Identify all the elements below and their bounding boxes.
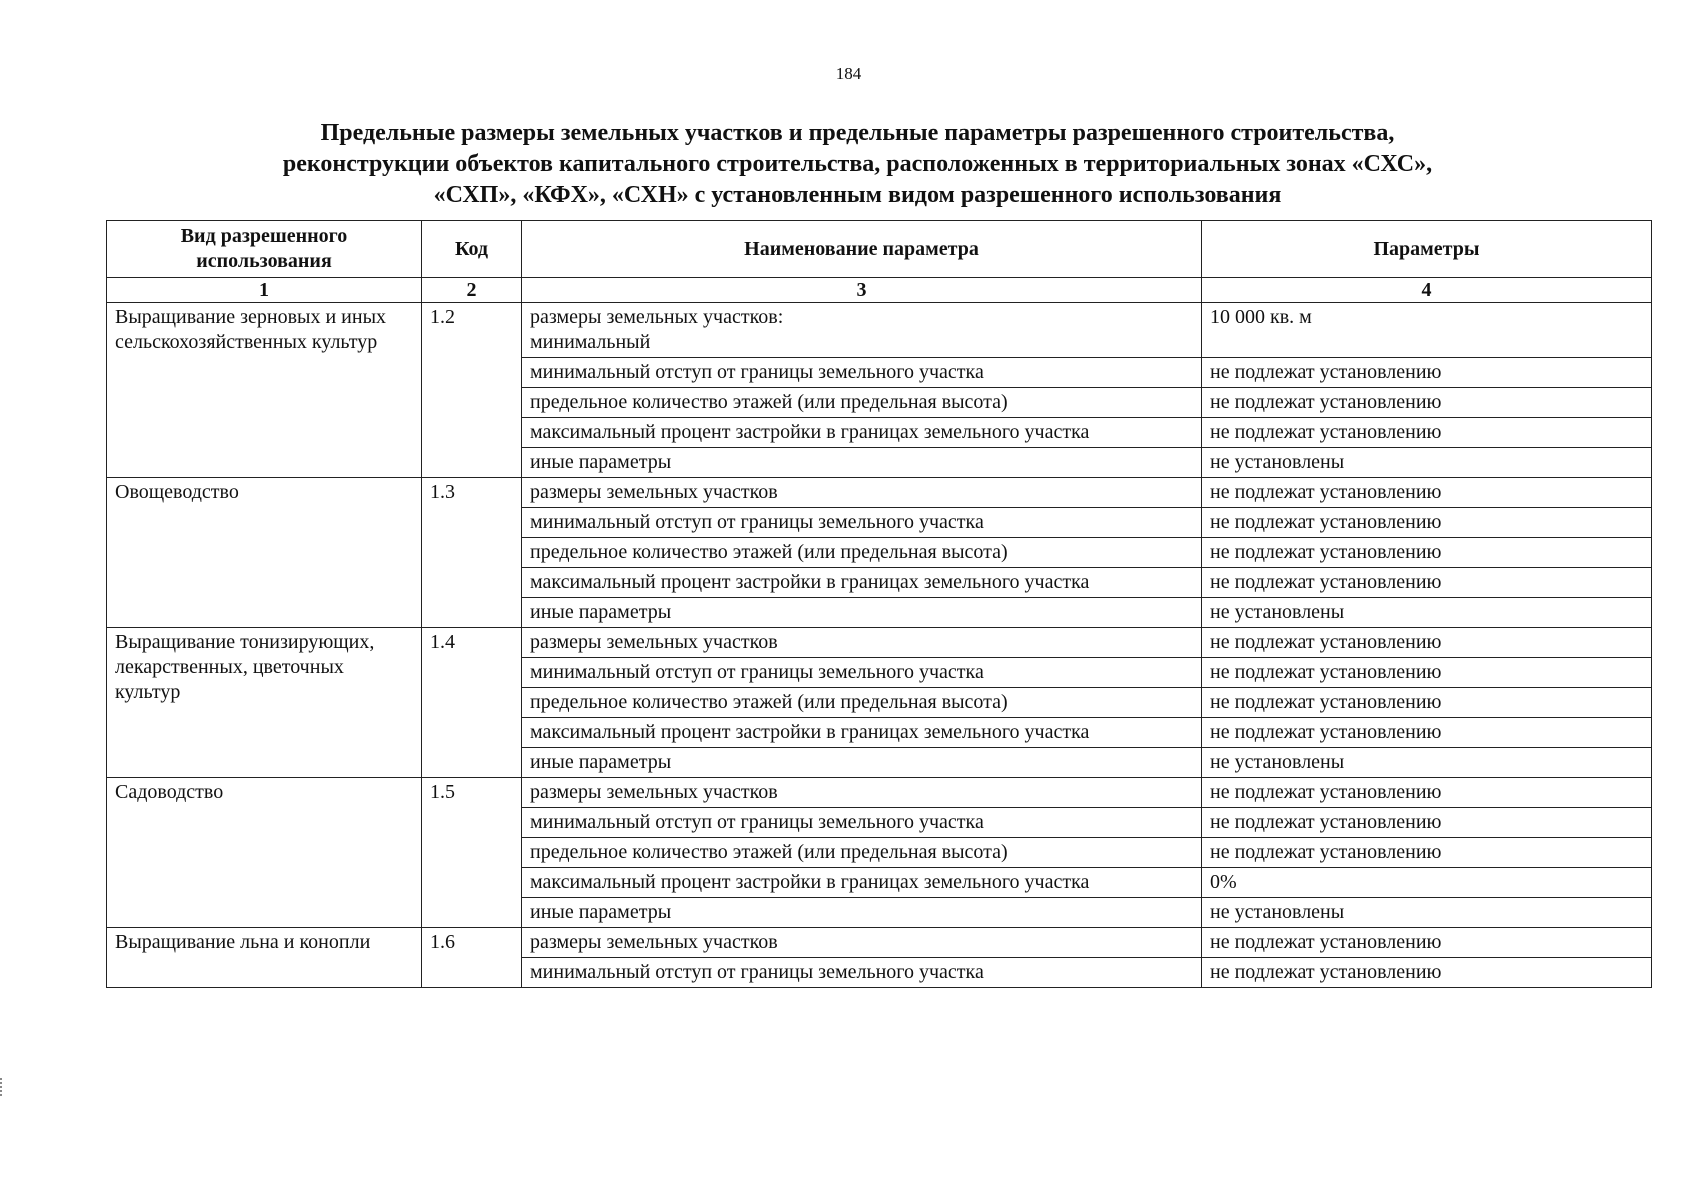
land-use-code: 1.5 xyxy=(422,778,522,928)
parameters-table xyxy=(106,220,1652,988)
parameter-name: иные параметры xyxy=(522,448,1202,478)
parameter-name: размеры земельных участков xyxy=(522,478,1202,508)
parameter-name: минимальный отступ от границы земельного участка xyxy=(522,808,1202,838)
parameter-name: максимальный процент застройки в границах земельного участка xyxy=(522,718,1202,748)
table-row xyxy=(107,628,1652,658)
land-use-kind: Выращивание льна и конопли xyxy=(107,928,422,988)
land-use-code: 1.4 xyxy=(422,628,522,778)
parameter-value: не подлежат установлению xyxy=(1202,508,1652,538)
parameter-value: не установлены xyxy=(1202,448,1652,478)
parameter-name: максимальный процент застройки в границах земельного участка xyxy=(522,868,1202,898)
parameter-value: не подлежат установлению xyxy=(1202,538,1652,568)
header-code: Код xyxy=(422,221,522,278)
title-line-3: «СХП», «КФХ», «СХН» с установленным видом разрешенного использования xyxy=(433,182,1282,208)
parameter-name: максимальный процент застройки в границах земельного участка xyxy=(522,568,1202,598)
parameter-name: размеры земельных участков xyxy=(522,778,1202,808)
land-use-code: 1.3 xyxy=(422,478,522,628)
table-row xyxy=(107,303,1652,358)
parameter-value: не подлежат установлению xyxy=(1202,568,1652,598)
land-use-kind: Выращивание тонизирующих, лекарственных, цветочных культур xyxy=(107,628,422,778)
parameter-name: иные параметры xyxy=(522,748,1202,778)
land-use-kind: Садоводство xyxy=(107,778,422,928)
title-line-2: реконструкции объектов капитального строительства, расположенных в территориальных зонах «СХС», xyxy=(282,151,1433,177)
parameter-name: предельное количество этажей (или предельная высота) xyxy=(522,388,1202,418)
parameter-value: 10 000 кв. м xyxy=(1202,303,1652,358)
parameter-name: предельное количество этажей (или предельная высота) xyxy=(522,538,1202,568)
parameter-name: минимальный отступ от границы земельного участка xyxy=(522,958,1202,988)
land-use-kind: Выращивание зерновых и иных сельскохозяйственных культур xyxy=(107,303,422,478)
parameter-value: не подлежат установлению xyxy=(1202,958,1652,988)
parameter-value: не подлежат установлению xyxy=(1202,358,1652,388)
table-header-row xyxy=(107,221,1652,278)
land-use-code: 1.6 xyxy=(422,928,522,988)
scan-edge-mark xyxy=(0,1078,5,1096)
parameter-name: минимальный отступ от границы земельного участка xyxy=(522,508,1202,538)
header-kind: Вид разрешенного использования xyxy=(107,221,422,278)
title-line-1: Предельные размеры земельных участков и предельные параметры разрешенного строительства, xyxy=(320,120,1395,146)
parameter-value: не подлежат установлению xyxy=(1202,388,1652,418)
parameter-value: 0% xyxy=(1202,868,1652,898)
column-number: 3 xyxy=(522,278,1202,303)
document-title xyxy=(150,118,1565,211)
parameter-name: размеры земельных участков xyxy=(522,928,1202,958)
parameter-value: не подлежат установлению xyxy=(1202,628,1652,658)
column-number: 1 xyxy=(107,278,422,303)
parameter-value: не подлежат установлению xyxy=(1202,478,1652,508)
parameter-name: иные параметры xyxy=(522,598,1202,628)
parameter-value: не подлежат установлению xyxy=(1202,778,1652,808)
parameter-name: максимальный процент застройки в границах земельного участка xyxy=(522,418,1202,448)
parameter-name: иные параметры xyxy=(522,898,1202,928)
column-number: 2 xyxy=(422,278,522,303)
parameter-name: минимальный отступ от границы земельного участка xyxy=(522,658,1202,688)
parameter-value: не подлежат установлению xyxy=(1202,718,1652,748)
table-row xyxy=(107,478,1652,508)
parameter-value: не подлежат установлению xyxy=(1202,688,1652,718)
parameter-name: размеры земельных участков xyxy=(522,628,1202,658)
table-body xyxy=(107,303,1652,988)
land-use-kind: Овощеводство xyxy=(107,478,422,628)
header-parameters: Параметры xyxy=(1202,221,1652,278)
page-number: 184 xyxy=(835,64,862,83)
parameter-name: предельное количество этажей (или предельная высота) xyxy=(522,838,1202,868)
parameter-name: размеры земельных участков: минимальный xyxy=(522,303,1202,358)
parameter-value: не подлежат установлению xyxy=(1202,418,1652,448)
parameter-value: не подлежат установлению xyxy=(1202,658,1652,688)
column-number-row xyxy=(107,278,1652,303)
column-number: 4 xyxy=(1202,278,1652,303)
parameter-name: предельное количество этажей (или предельная высота) xyxy=(522,688,1202,718)
parameter-value: не подлежат установлению xyxy=(1202,808,1652,838)
parameter-value: не установлены xyxy=(1202,898,1652,928)
parameter-value: не установлены xyxy=(1202,598,1652,628)
table-row xyxy=(107,928,1652,958)
header-parameter-name: Наименование параметра xyxy=(522,221,1202,278)
parameter-name: минимальный отступ от границы земельного участка xyxy=(522,358,1202,388)
parameter-value: не подлежат установлению xyxy=(1202,838,1652,868)
land-use-code: 1.2 xyxy=(422,303,522,478)
parameter-value: не установлены xyxy=(1202,748,1652,778)
table-row xyxy=(107,778,1652,808)
parameter-value: не подлежат установлению xyxy=(1202,928,1652,958)
